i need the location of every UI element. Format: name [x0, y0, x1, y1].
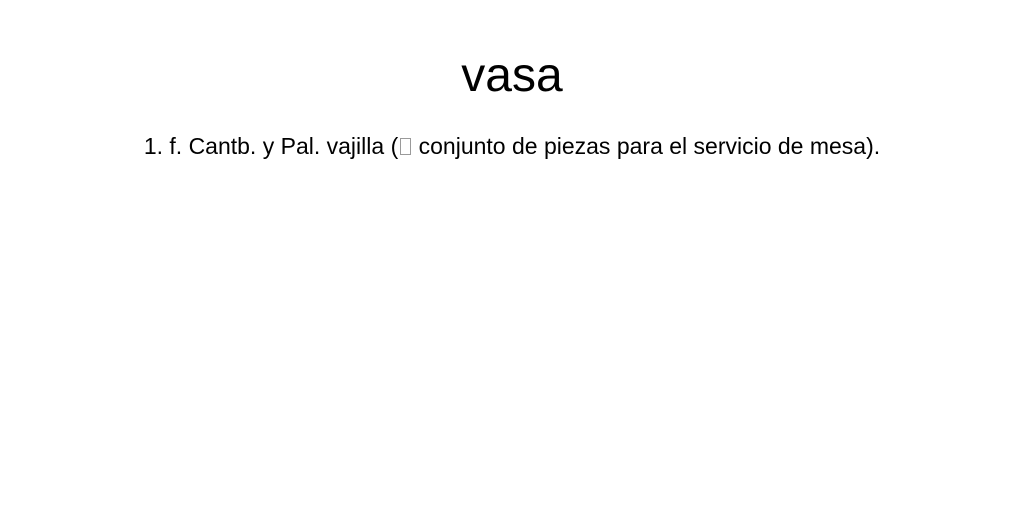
grammatical-category: f.	[169, 133, 183, 159]
regional-usage: Cantb. y Pal.	[188, 133, 321, 159]
definition-1	[0, 131, 1024, 161]
entry-headword: vasa	[461, 49, 563, 102]
definition-gloss: conjunto de piezas para el servicio de mesa	[418, 133, 867, 159]
definition-term: vajilla	[326, 133, 385, 159]
open-parenthesis: (	[390, 133, 399, 159]
missing-glyph-box-icon	[400, 138, 411, 155]
definition-number: 1.	[143, 133, 163, 159]
closing-punctuation: ).	[866, 133, 881, 159]
